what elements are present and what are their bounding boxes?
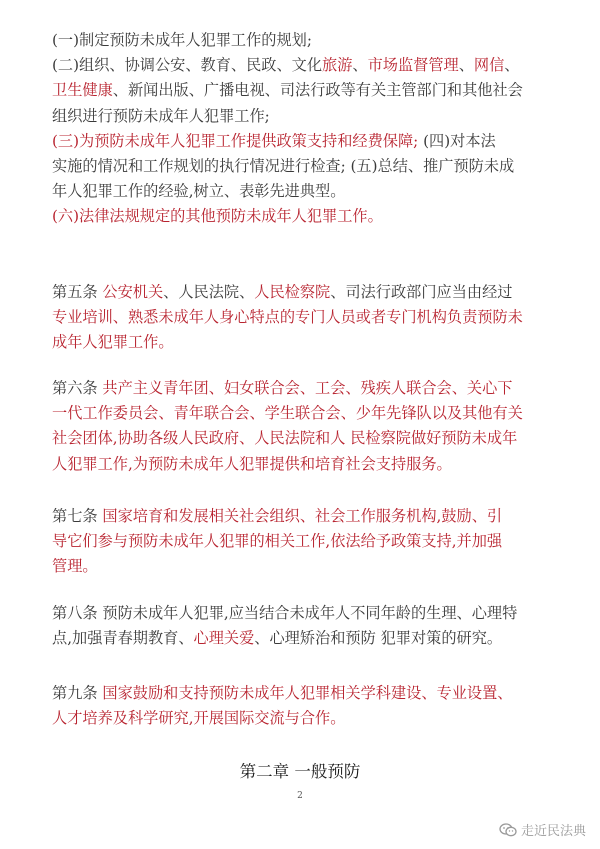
text-line xyxy=(52,156,562,176)
body-text: 第七条 xyxy=(52,507,103,525)
highlighted-text: 人才培养及科学研究,开展国际交流与合作。 xyxy=(52,709,346,728)
highlighted-text: (六)法律法规规定的其他预防未成年人犯罪工作。 xyxy=(52,207,383,226)
text-line xyxy=(52,428,562,448)
text-line xyxy=(52,683,562,703)
body-text: 、人民法院、 xyxy=(163,283,255,301)
body-text: 、心理矫治和预防 犯罪对策的研究。 xyxy=(254,629,503,648)
body-text: 、 xyxy=(352,56,368,75)
highlighted-text: 市场监督管理 xyxy=(367,56,459,75)
highlighted-text: 人民检察院 xyxy=(254,283,331,301)
body-text: 第五条 xyxy=(52,283,103,301)
text-line xyxy=(52,206,562,226)
body-text: 、司法行政部门应当由经过 xyxy=(330,283,513,301)
highlighted-text: 心理关爱 xyxy=(193,629,255,648)
highlighted-text: 社会团体,协助各级人民政府、人民法院和人 民检察院做好预防未成年 xyxy=(52,429,518,448)
body-text: (二)组织、协调公安、教育、民政、文化 xyxy=(52,56,323,75)
body-text: 第九条 xyxy=(52,684,103,702)
text-line xyxy=(52,307,562,327)
text-line xyxy=(52,556,562,576)
wechat-icon xyxy=(499,823,517,837)
highlighted-text: (三)为预防未成年人犯罪工作提供政策支持和经费保障; xyxy=(52,131,419,150)
body-text: 第六条 xyxy=(52,379,103,397)
body-text: (一)制定预防未成年人犯罪工作的规划; xyxy=(52,31,312,49)
highlighted-text: 国家鼓励和支持预防未成年人犯罪相关学科建设、专业设置、 xyxy=(102,684,513,702)
highlighted-text: 卫生健康 xyxy=(52,81,113,100)
highlighted-text: 一代工作委员会、青年联合会、学生联合会、少年先锋队以及其他有关 xyxy=(52,404,523,423)
body-text: 、 xyxy=(458,56,474,75)
highlighted-text: 网信 xyxy=(473,56,505,75)
text-line xyxy=(52,454,562,474)
body-text: 组织进行预防未成年人犯罪工作; xyxy=(52,106,270,125)
highlighted-text: 导它们参与预防未成年人犯罪的相关工作,依法给予政策支持,并加强 xyxy=(52,532,503,551)
text-line xyxy=(52,55,562,75)
body-text: 实施的情况和工作规划的执行情况进行检查; (五)总结、推广预防未成 xyxy=(52,157,515,175)
text-line xyxy=(52,531,562,551)
body-text: (四)对本法 xyxy=(418,131,496,150)
text-line xyxy=(52,80,562,100)
text-line xyxy=(52,181,562,201)
body-text: 、新闻出版、广播电视、司法行政等有关主管部门和其他社会 xyxy=(112,81,523,100)
highlighted-text: 国家培育和发展相关社会组织、社会工作服务机构,鼓励、引 xyxy=(102,507,503,525)
watermark xyxy=(499,820,586,839)
page-number: 2 xyxy=(297,791,303,801)
watermark-text: 走近民法典 xyxy=(520,824,586,839)
text-line xyxy=(52,628,562,648)
highlighted-text: 管理。 xyxy=(52,557,98,576)
chapter-title: 第二章 一般预防 xyxy=(239,762,361,781)
body-text: 、 xyxy=(504,56,520,75)
body-text: 年人犯罪工作的经验,树立、表彰先进典型。 xyxy=(52,182,346,201)
highlighted-text: 公安机关 xyxy=(102,283,164,301)
text-line xyxy=(52,378,562,398)
text-line xyxy=(52,708,562,728)
highlighted-text: 专业培训、熟悉未成年人身心特点的专门人员或者专门机构负责预防未 xyxy=(52,308,523,327)
text-line xyxy=(52,603,562,623)
body-text: 第八条 预防未成年人犯罪,应当结合未成年人不同年龄的生理、心理特 xyxy=(52,604,518,622)
highlighted-text: 人犯罪工作,为预防未成年人犯罪提供和培育社会支持服务。 xyxy=(52,454,452,473)
highlighted-text: 共产主义青年团、妇女联合会、工会、残疾人联合会、关心下 xyxy=(102,379,513,397)
text-line xyxy=(52,30,562,50)
text-line xyxy=(52,506,562,526)
text-line xyxy=(52,282,562,302)
body-text: 点,加强青春期教育、 xyxy=(52,629,194,648)
text-line xyxy=(52,106,562,126)
highlighted-text: 旅游 xyxy=(322,56,353,75)
text-line xyxy=(52,403,562,423)
text-line xyxy=(52,332,562,352)
highlighted-text: 成年人犯罪工作。 xyxy=(52,333,174,352)
text-line xyxy=(52,131,562,151)
